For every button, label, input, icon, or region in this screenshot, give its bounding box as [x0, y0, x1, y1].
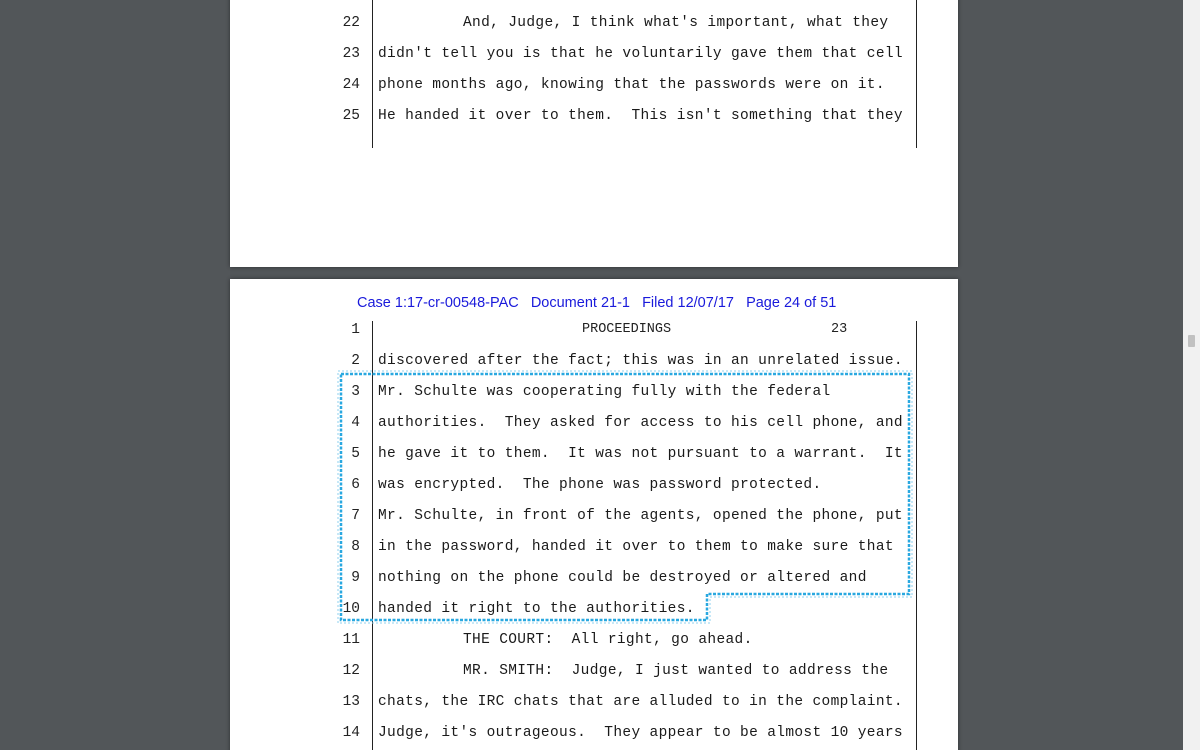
line-number: 8	[351, 539, 360, 555]
line-number: 11	[342, 632, 360, 648]
line-number: 14	[342, 725, 360, 741]
line-text: didn't tell you is that he voluntarily gave them that cell	[378, 46, 903, 62]
line-number: 24	[342, 77, 360, 93]
transcript-line	[230, 73, 958, 97]
line-number: 12	[342, 663, 360, 679]
line-text: he gave it to them. It was not pursuant to a warrant. It	[378, 446, 903, 462]
line-text: Mr. Schulte was cooperating fully with the federal	[378, 384, 831, 400]
line-number: 5	[351, 446, 360, 462]
line-text: authorities. They asked for access to his cell phone, and	[378, 415, 903, 431]
line-number: 9	[351, 570, 360, 586]
line-text: discovered after the fact; this was in an unrelated issue.	[378, 353, 903, 369]
line-number: 1	[351, 322, 360, 338]
case-number: Case 1:17-cr-00548-PAC	[357, 295, 519, 311]
line-text: Mr. Schulte, in front of the agents, opened the phone, put	[378, 508, 903, 524]
line-number: 25	[342, 108, 360, 124]
transcript-line	[230, 442, 958, 466]
transcript-line	[230, 535, 958, 559]
transcript-page-number: 23	[831, 322, 848, 337]
transcript-line	[230, 473, 958, 497]
line-text: nothing on the phone could be destroyed or altered and	[378, 570, 867, 586]
vertical-scrollbar[interactable]	[1183, 0, 1200, 750]
transcript-line	[230, 349, 958, 373]
document-number: Document 21-1	[530, 295, 630, 311]
transcript-line	[230, 628, 958, 652]
line-text: chats, the IRC chats that are alluded to in the complaint.	[378, 694, 903, 710]
line-number: 6	[351, 477, 360, 493]
transcript-line	[230, 566, 958, 590]
case-header	[357, 295, 836, 311]
transcript-line	[230, 380, 958, 404]
line-number: 3	[351, 384, 360, 400]
transcript-line	[230, 690, 958, 714]
page-count: Page 24 of 51	[746, 295, 837, 311]
transcript-line	[230, 42, 958, 66]
line-text: handed it right to the authorities.	[378, 601, 695, 617]
line-number: 7	[351, 508, 360, 524]
line-text: He handed it over to them. This isn't something that they	[378, 108, 903, 124]
line-number: 23	[342, 46, 360, 62]
line-text: phone months ago, knowing that the passwords were on it.	[378, 77, 885, 93]
line-number: 10	[342, 601, 360, 617]
line-number: 4	[351, 415, 360, 431]
line-number: 13	[342, 694, 360, 710]
transcript-line	[230, 318, 958, 342]
line-text: And, Judge, I think what's important, what they	[463, 15, 889, 31]
line-text: THE COURT: All right, go ahead.	[463, 632, 753, 648]
transcript-line	[230, 104, 958, 128]
line-number: 2	[351, 353, 360, 369]
line-text: in the password, handed it over to them to make sure that	[378, 539, 894, 555]
transcript-line	[230, 597, 958, 621]
transcript-line	[230, 721, 958, 745]
page-title: PROCEEDINGS	[582, 322, 672, 337]
scrollbar-thumb[interactable]	[1188, 335, 1195, 347]
filed-date: Filed 12/07/17	[642, 295, 734, 311]
transcript-line	[230, 659, 958, 683]
line-text: Judge, it's outrageous. They appear to be almost 10 years	[378, 725, 903, 741]
transcript-line	[230, 504, 958, 528]
pdf-page-current	[230, 279, 958, 750]
line-text: MR. SMITH: Judge, I just wanted to address the	[463, 663, 889, 679]
transcript-line	[230, 411, 958, 435]
line-number: 22	[342, 15, 360, 31]
pdf-page-previous	[230, 0, 958, 267]
line-text: was encrypted. The phone was password protected.	[378, 477, 822, 493]
transcript-line	[230, 11, 958, 35]
